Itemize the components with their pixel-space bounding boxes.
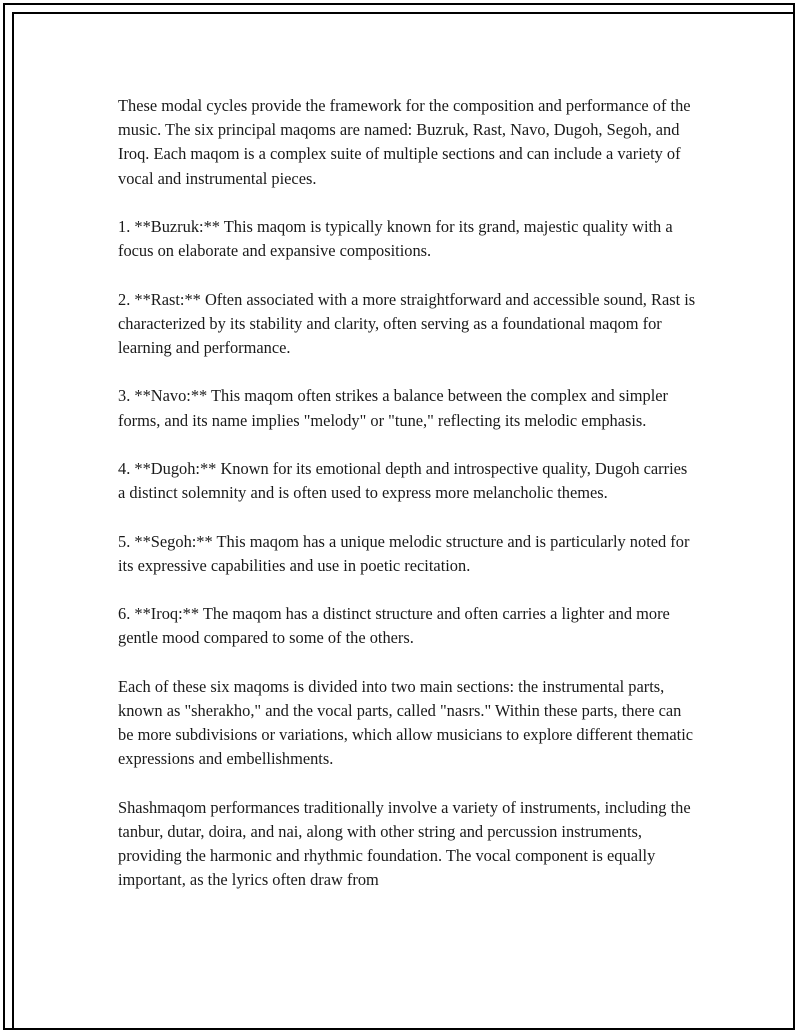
paragraph-segoh: 5. **Segoh:** This maqom has a unique melodic structure and is particularly noted for its expressive capabilities and use in poetic recitation.	[118, 531, 690, 575]
paragraph-iroq: 6. **Iroq:** The maqom has a distinct structure and often carries a lighter and more gentle mood compared to some of the others.	[118, 604, 670, 648]
paragraph-rast: 2. **Rast:** Often associated with a more straightforward and accessible sound, Rast is characterized by its stability and clarity, often serving as a foundational maqom for learning and performance.	[118, 289, 696, 357]
paragraph-buzruk: 1. **Buzruk:** This maqom is typically known for its grand, majestic quality with a focus on elaborate and expansive compositions.	[118, 217, 673, 261]
paragraph-intro: These modal cycles provide the framework for the composition and performance of the music. The six principal maqoms are named: Buzruk, Rast, Navo, Dugoh, Segoh, and Iroq. Each maqom is a complex suite of multiple sections and can include a variety of vocal and instrumental pieces.	[118, 96, 691, 188]
paragraph-navo: 3. **Navo:** This maqom often strikes a balance between the complex and simpler forms, and its name implies "melody" or "tune," reflecting its melodic emphasis.	[118, 386, 668, 430]
paragraph-instruments: Shashmaqom performances traditionally involve a variety of instruments, including the tanbur, dutar, doira, and nai, along with other string and percussion instruments, providing the harmonic and rhythmic foundation. The vocal component is equally important, as the lyrics often draw from	[118, 797, 691, 890]
paragraph-sections: Each of these six maqoms is divided into two main sections: the instrumental parts, known as "sherakho," and the vocal parts, called "nasrs." Within these parts, there can be more subdivisions or variations, which allow musicians to explore different thematic expressions and embellishments.	[118, 676, 694, 769]
paragraph-dugoh: 4. **Dugoh:** Known for its emotional depth and introspective quality, Dugoh carries a distinct solemnity and is often used to express more melancholic themes.	[118, 458, 688, 503]
document-body	[118, 94, 698, 893]
